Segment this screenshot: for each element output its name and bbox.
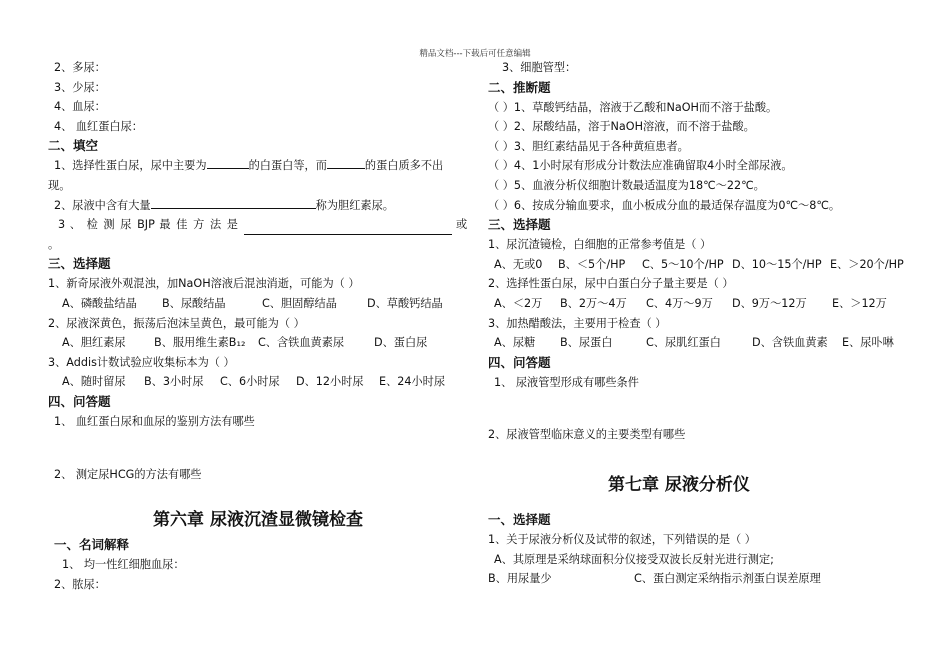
section-heading-choice: 三、选择题: [48, 256, 111, 272]
option: A、胆红素尿: [62, 336, 126, 350]
judge-item: （ ）2、尿酸结晶，溶于NaOH溶液，而不溶于盐酸。: [488, 120, 755, 134]
option: E、＞12万: [832, 296, 887, 310]
section-heading-choice: 三、选择题: [488, 217, 551, 233]
fill-question-1-cont: 现。: [48, 178, 71, 192]
term-item: 1、 均一性红细胞血尿：: [62, 558, 185, 572]
answer-blank: [207, 157, 249, 169]
answer-blank: [244, 223, 452, 235]
judge-item: （ ）3、胆红素结晶见于各种黄疸患者。: [488, 139, 689, 153]
section-heading-qa: 四、问答题: [48, 393, 111, 409]
option: C、蛋白测定采纳指示剂蛋白误差原理: [634, 572, 821, 586]
option: E、24小时尿: [379, 375, 446, 389]
option: C、6小时尿: [220, 375, 280, 389]
answer-blank: [151, 197, 316, 209]
list-item: 4、血尿：: [54, 100, 106, 114]
choice-question-1: 1、尿沉渣镜检，白细胞的正常参考值是（ ）: [488, 238, 712, 252]
option: C、4万～9万: [646, 296, 713, 310]
option: D、12小时尿: [296, 375, 364, 389]
list-item: 4、 血红蛋白尿：: [54, 119, 143, 133]
fill-question-3-cont: 。: [48, 237, 60, 251]
right-column: [488, 58, 918, 589]
option: D、蛋白尿: [374, 336, 428, 350]
choice-options: [488, 294, 918, 314]
section-heading-qa: 四、问答题: [488, 354, 551, 370]
option: E、＞20个/HP: [830, 257, 904, 271]
choice-options: [488, 333, 918, 353]
page-header: 精品文档---下载后可任意编辑: [419, 49, 531, 59]
qa-question-2: 2、 测定尿HCG的方法有哪些: [54, 467, 202, 481]
option: D、10～15个/HP: [732, 257, 822, 271]
choice-options: [48, 333, 468, 353]
chapter-title: 第六章 尿液沉渣显微镜检查: [153, 510, 363, 531]
option: C、含铁血黄素尿: [258, 336, 345, 350]
option: E、尿卟啉: [842, 336, 894, 350]
choice-question-1: 1、关于尿液分析仪及试带的叙述，下列错误的是（ ）: [488, 532, 756, 546]
option: B、用尿量少: [488, 572, 552, 586]
fill-text: 1、选择性蛋白尿，尿中主要为: [54, 159, 207, 173]
list-item: 2、多尿：: [54, 61, 106, 74]
fill-text: 3 、 检 测 尿 BJP 最 佳 方 法 是: [58, 218, 238, 232]
section-heading-judge: 二、推断题: [488, 79, 551, 95]
option: C、胆固醇结晶: [262, 296, 337, 310]
list-item: 3、细胞管型：: [502, 61, 577, 74]
fill-text: 或: [456, 218, 468, 232]
judge-item: （ ）5、血液分析仪细胞计数最适温度为18℃～22℃。: [488, 178, 765, 192]
fill-question-1: [48, 156, 468, 176]
fill-text: 称为胆红素尿。: [315, 198, 394, 212]
option: B、尿蛋白: [560, 336, 613, 350]
section-heading-choice: 一、选择题: [488, 511, 551, 527]
list-item: 3、少尿：: [54, 80, 106, 94]
chapter-title: 第七章 尿液分析仪: [608, 474, 750, 495]
choice-options: [48, 372, 468, 392]
section-heading-fill: 二、填空: [48, 138, 99, 154]
qa-question-2: 2、尿液管型临床意义的主要类型有哪些: [488, 428, 686, 442]
fill-question-2: [48, 196, 468, 216]
option: D、草酸钙结晶: [367, 296, 443, 310]
option: D、9万～12万: [732, 296, 807, 310]
option: B、2万～4万: [560, 296, 627, 310]
option: A、＜2万: [494, 296, 543, 310]
choice-question-2: 2、尿液深黄色，振荡后泡沫呈黄色，最可能为（ ）: [48, 316, 305, 330]
choice-question-3: 3、加热醋酸法，主要用于检查（ ）: [488, 316, 667, 330]
fill-question-3: [48, 215, 468, 235]
qa-question-1: 1、 尿液管型形成有哪些条件: [494, 375, 639, 389]
choice-question-2: 2、选择性蛋白尿，尿中白蛋白分子量主要是（ ）: [488, 277, 734, 291]
option: A、无或0: [494, 257, 543, 271]
option: B、＜5个/HP: [558, 257, 626, 271]
section-heading-terms: 一、名词解释: [54, 537, 130, 553]
choice-question-3: 3、Addis计数试验应收集标本为（ ）: [48, 355, 235, 369]
fill-text: 的蛋白质多不出: [364, 159, 444, 173]
option: A、磷酸盐结晶: [62, 296, 137, 310]
left-column: [48, 58, 468, 594]
option: A、尿糖: [494, 336, 536, 350]
fill-text: 的白蛋白等，而: [248, 159, 327, 173]
option: D、含铁血黄素: [752, 336, 828, 350]
choice-options: [488, 255, 918, 275]
judge-item: （ ）4、1小时尿有形成分计数法应准确留取4小时全部尿液。: [488, 159, 793, 173]
option: B、服用维生素B₁₂: [154, 336, 246, 350]
term-item: 2、脓尿：: [54, 577, 106, 591]
option: C、5～10个/HP: [642, 257, 724, 271]
option: A、随时留尿: [62, 375, 126, 389]
option: B、3小时尿: [144, 375, 204, 389]
option: B、尿酸结晶: [162, 296, 226, 310]
fill-text: 2、尿液中含有大量: [54, 198, 151, 212]
choice-question-1: 1、新奇尿液外观混浊，加NaOH溶液后混浊消逝，可能为（ ）: [48, 277, 360, 291]
choice-options: [488, 569, 918, 589]
choice-option: A、其原理是采纳球面积分仪接受双波长反射光进行测定;: [494, 552, 774, 566]
judge-item: （ ）1、草酸钙结晶，溶液于乙酸和NaOH而不溶于盐酸。: [488, 100, 778, 114]
choice-options: [48, 294, 468, 314]
answer-blank: [327, 157, 365, 169]
qa-question-1: 1、 血红蛋白尿和血尿的鉴别方法有哪些: [54, 414, 255, 428]
option: C、尿肌红蛋白: [646, 336, 721, 350]
judge-item: （ ）6、按成分输血要求，血小板成分血的最适保存温度为0℃～8℃。: [488, 198, 841, 212]
